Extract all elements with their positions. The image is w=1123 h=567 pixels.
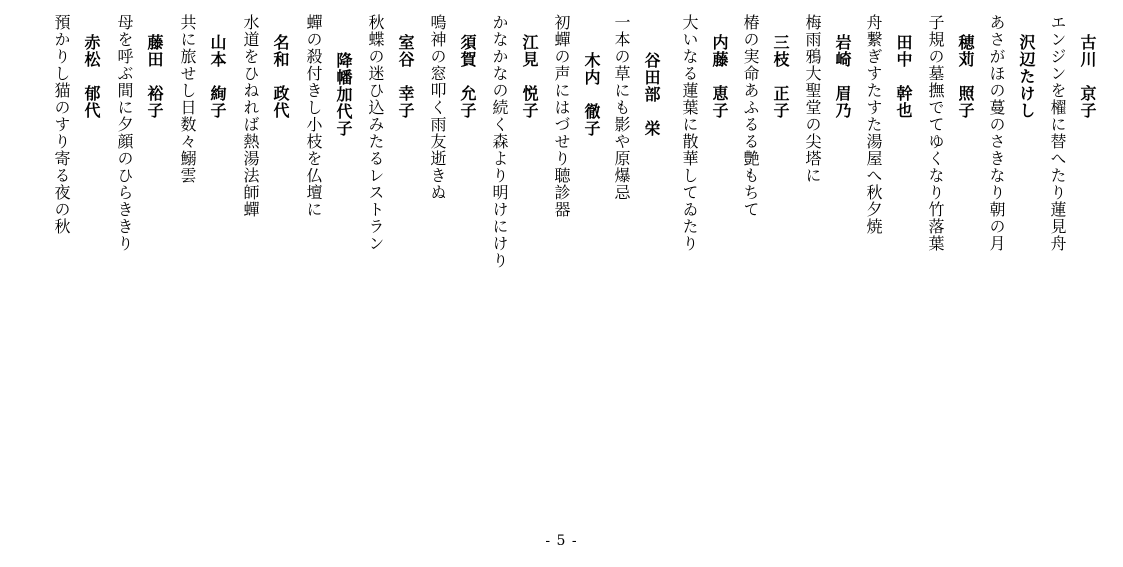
- author-name: 古川 京子: [1078, 34, 1097, 119]
- author-name: 降幡加代子: [334, 52, 353, 137]
- author-name: 穂苅 照子: [956, 34, 975, 119]
- haiku-text: 舟繋ぎすたすた湯屋へ秋夕焼: [864, 14, 883, 235]
- haiku-text: 母を呼ぶ間に夕顔のひらききり: [115, 14, 134, 252]
- haiku-text: 椿の実命あふるる艶もちて: [741, 14, 760, 218]
- haiku-entry: [1040, 14, 1098, 344]
- author-name: 木内 徹子: [582, 52, 601, 137]
- haiku-entry: [233, 14, 291, 344]
- author-name: 赤松 郁代: [82, 34, 101, 119]
- haiku-text: 水道をひねれば熱湯法師蟬: [241, 14, 260, 218]
- author-name: 岩崎 眉乃: [833, 34, 852, 119]
- haiku-entry: [856, 14, 914, 344]
- haiku-entry: [420, 14, 478, 344]
- haiku-entry: [296, 14, 354, 344]
- haiku-text: 子規の墓撫でてゆくなり竹落葉: [926, 14, 945, 252]
- haiku-entry: [358, 14, 416, 344]
- author-name: 江見 悦子: [520, 34, 539, 119]
- haiku-entry: [979, 14, 1037, 344]
- haiku-entry: [482, 14, 540, 344]
- haiku-entry: [170, 14, 228, 344]
- haiku-text: かなかなの続く森より明けにけり: [490, 14, 509, 269]
- author-name: 須賀 允子: [458, 34, 477, 119]
- haiku-entry: [604, 14, 662, 344]
- haiku-entry: [672, 14, 730, 344]
- haiku-text: 蟬の殺付きし小枝を仏壇に: [304, 14, 323, 218]
- haiku-entry: [733, 14, 791, 344]
- author-name: 内藤 恵子: [710, 34, 729, 119]
- author-name: 名和 政代: [271, 34, 290, 119]
- haiku-text: 梅雨鴉大聖堂の尖塔に: [803, 14, 822, 184]
- haiku-text: 一本の草にも影や原爆忌: [612, 14, 631, 201]
- haiku-entry: [107, 14, 165, 344]
- haiku-text: あさがほの蔓のさきなり朝の月: [987, 14, 1006, 252]
- haiku-entry: [544, 14, 602, 344]
- haiku-entry: [918, 14, 976, 344]
- author-name: 谷田部 栄: [642, 52, 661, 137]
- author-name: 三枝 正子: [771, 34, 790, 119]
- author-name: 藤田 裕子: [145, 34, 164, 119]
- haiku-text: 初蟬の声にはづせり聴診器: [552, 14, 571, 218]
- haiku-text: 大いなる蓮葉に散華してゐたり: [680, 14, 699, 252]
- haiku-entry: [795, 14, 853, 344]
- author-name: 田中 幹也: [894, 34, 913, 119]
- haiku-entry: [44, 14, 102, 344]
- page-number: - 5 -: [545, 533, 578, 549]
- haiku-text: エンジンを櫂に替へたり蓮見舟: [1048, 14, 1067, 252]
- haiku-text: 秋蝶の迷ひ込みたるレストラン: [366, 14, 385, 252]
- haiku-text: 預かりし猫のすり寄る夜の秋: [52, 14, 71, 235]
- haiku-text: 鳴神の窓叩く雨友逝きぬ: [428, 14, 447, 201]
- haiku-text: 共に旅せし日数々鰯雲: [178, 14, 197, 184]
- author-name: 山本 絢子: [208, 34, 227, 119]
- author-name: 沢辺たけし: [1017, 34, 1036, 119]
- author-name: 室谷 幸子: [396, 34, 415, 119]
